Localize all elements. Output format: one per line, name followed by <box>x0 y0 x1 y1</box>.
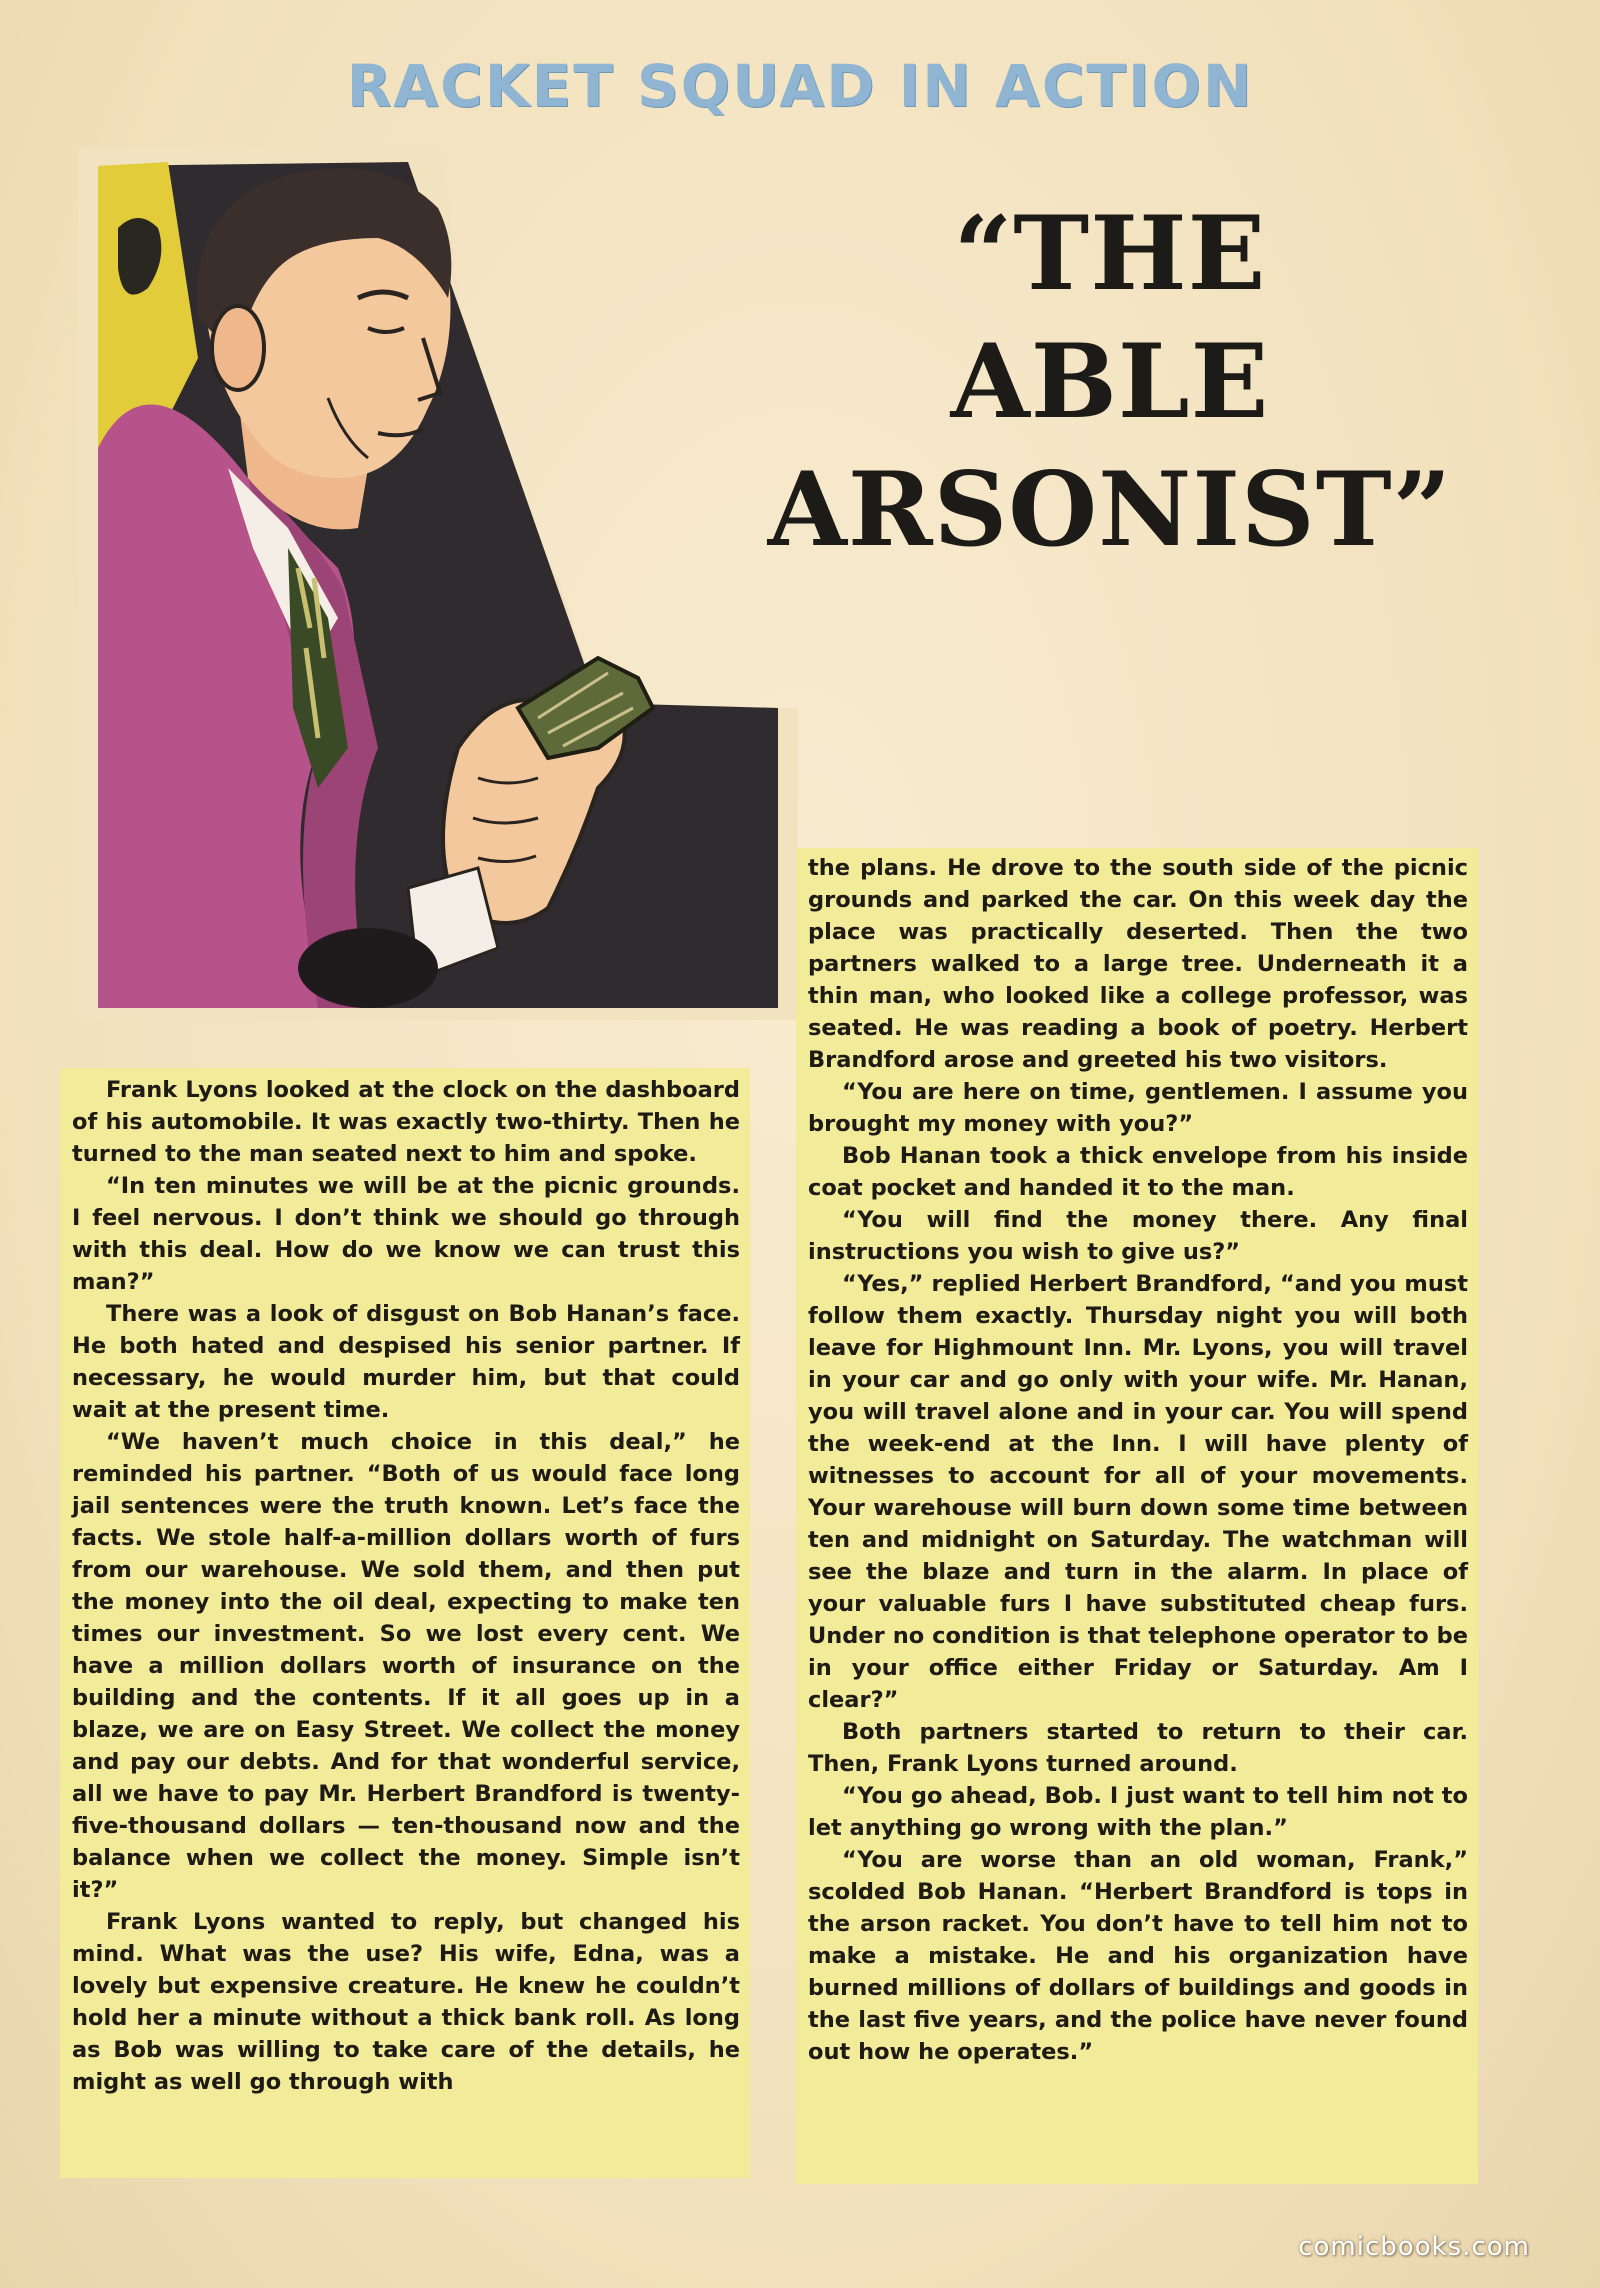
masthead: RACKET SQUAD IN ACTION <box>346 52 1254 120</box>
paragraph: “You go ahead, Bob. I just want to tell him not to let anything go wrong with the plan.” <box>808 1783 1468 1841</box>
shadow-shape <box>298 928 438 1008</box>
paragraph: “In ten minutes we will be at the picnic grounds. I feel nervous. I don’t think we should go through with this deal. How do we know we can trust this man?” <box>72 1173 740 1295</box>
story-title <box>740 190 1480 574</box>
paragraph: There was a look of disgust on Bob Hanan’s face. He both hated and despised his senior partner. If necessary, he would murder him, but that could wait at the present time. <box>72 1301 740 1423</box>
paragraph: Frank Lyons looked at the clock on the dashboard of his automobile. It was exactly two-thirty. Then he turned to the man seated next to him and spoke. <box>72 1077 740 1167</box>
story-title-line-2: ABLE <box>950 322 1270 442</box>
illustration-svg <box>78 148 798 1020</box>
paragraph: “We haven’t much choice in this deal,” he reminded his partner. “Both of us would face long jail sentences were the truth known. Let’s face the facts. We stole half-a-million dollars worth of furs from our warehouse. We sold them, and then put the money into the oil deal, expecting to make ten times our investment. So we lost every cent. We have a million dollars worth of insurance on the building and the contents. If it all goes up in a blaze, we are on Easy Street. We collect the money and pay our debts. And for that wonderful service, all we have to pay Mr. Herbert Brandford is twenty-five-thousand dollars — ten-thousand now and the balance when we collect the money. Simple isn’t it?” <box>72 1429 740 1903</box>
story-title-line-3: ARSONIST” <box>767 450 1453 570</box>
paragraph: “You are here on time, gentlemen. I assume you brought my money with you?” <box>808 1079 1468 1137</box>
paragraph: Frank Lyons wanted to reply, but changed his mind. What was the use? His wife, Edna, was a lovely but expensive creature. He knew he couldn’t hold her a minute without a thick bank roll. As long as Bob was willing to take care of the details, he might as well go through with <box>72 1909 740 2095</box>
paragraph: “You are worse than an old woman, Frank,” scolded Bob Hanan. “Herbert Brandford is tops in the arson racket. You don’t have to tell him not to make a mistake. He and his organization have burned millions of dollars of buildings and goods in the last five years, and the police have never found out how he operates.” <box>808 1847 1468 2065</box>
text-column-right <box>796 848 1478 2184</box>
paragraph: “Yes,” replied Herbert Brandford, “and you must follow them exactly. Thursday night you will both leave for Highmount Inn. Mr. Lyons, you will travel in your car and go only with your wife. Mr. Hanan, you will travel alone and in your car. You will spend the week-end at the Inn. I will have plenty of witnesses to account for all of your movements. Your warehouse will burn down some time between ten and midnight on Saturday. The watchman will see the blaze and turn in the alarm. In place of your valuable furs I have substituted cheap furs. Under no condition is that telephone operator to be in your office either Friday or Saturday. Am I clear?” <box>808 1271 1468 1713</box>
watermark-credit: comicbooks.com <box>1298 2232 1530 2262</box>
paragraph: Both partners started to return to their car. Then, Frank Lyons turned around. <box>808 1719 1468 1777</box>
paragraph: “You will find the money there. Any final instructions you wish to give us?” <box>808 1207 1468 1265</box>
story-illustration <box>78 148 798 1020</box>
text-column-left <box>60 1068 750 2178</box>
paragraph: Bob Hanan took a thick envelope from his inside coat pocket and handed it to the man. <box>808 1143 1468 1201</box>
story-title-line-1: “THE <box>953 194 1267 314</box>
ear <box>212 306 264 390</box>
paragraph: the plans. He drove to the south side of the picnic grounds and parked the car. On this week day the place was practically deserted. Then the two partners walked to a large tree. Underneath it a thin man, who looked like a college professor, was seated. He was reading a book of poetry. Herbert Brandford arose and greeted his two visitors. <box>808 855 1468 1073</box>
